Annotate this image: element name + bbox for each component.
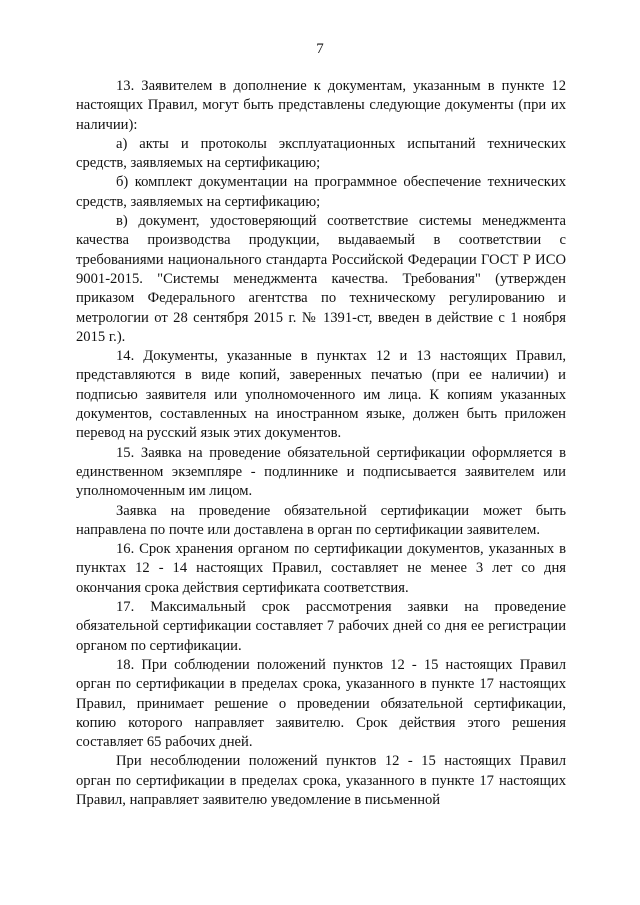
paragraph-13-a: а) акты и протоколы эксплуатационных испытаний технических средств, заявляемых на сертификацию;	[76, 135, 566, 172]
paragraph-15-continued: Заявка на проведение обязательной сертификации может быть направлена по почте или доставлена в орган по сертификации заявителем.	[76, 502, 566, 538]
paragraph-18: 18. При соблюдении положений пунктов 12 - 15 настоящих Правил орган по сертификации в пределах срока, указанного в пункте 17 настоящих Правил, принимает решение о проведении обязательной сертификации, копию которого направляет заявителю. Срок действия этого решения составляет 65 рабочих дней.	[76, 656, 566, 751]
page-number: 7	[316, 41, 324, 57]
paragraph-14: 14. Документы, указанные в пунктах 12 и 13 настоящих Правил, представляются в виде копий, заверенных печатью (при ее наличии) и подписью заявителя или уполномоченного им лица. К копиям указанных документов, составленных на иностранном языке, должен быть приложен перевод на русский язык этих документов.	[76, 348, 566, 442]
paragraph-16: 16. Срок хранения органом по сертификации документов, указанных в пунктах 12 - 14 настоящих Правил, составляет не менее 3 лет со дня окончания срока действия сертификата соответствия.	[76, 541, 566, 596]
paragraph-17: 17. Максимальный срок рассмотрения заявки на проведение обязательной сертификации составляет 7 рабочих дней со дня ее регистрации органом по сертификации.	[76, 599, 566, 654]
paragraph-13: 13. Заявителем в дополнение к документам, указанным в пункте 12 настоящих Правил, могут быть представлены следующие документы (при их наличии):	[76, 78, 566, 133]
paragraph-15: 15. Заявка на проведение обязательной сертификации оформляется в единственном экземпляре - подлиннике и подписывается заявителем или уполномоченным им лицом.	[76, 444, 566, 500]
paragraph-13-b: б) комплект документации на программное обеспечение технических средств, заявляемых на сертификацию;	[76, 174, 566, 210]
paragraph-18-continued: При несоблюдении положений пунктов 12 - 15 настоящих Правил орган по сертификации в пределах срока, указанного в пункте 17 настоящих Правил, направляет заявителю уведомление в письменной	[76, 753, 566, 808]
document-body	[76, 77, 566, 810]
paragraph-13-v: в) документ, удостоверяющий соответствие системы менеджмента качества производства продукции, выдаваемый в соответствии с требованиями национального стандарта Российской Федерации ГОСТ Р ИСО 9001-2015. "Системы менеджмента качества. Требования" (утвержден приказом Федерального агентства по техническому регулированию и метрологии от 28 сентября 2015 г. № 1391-ст, введен в действие с 1 ноября 2015 г.).	[76, 213, 566, 345]
